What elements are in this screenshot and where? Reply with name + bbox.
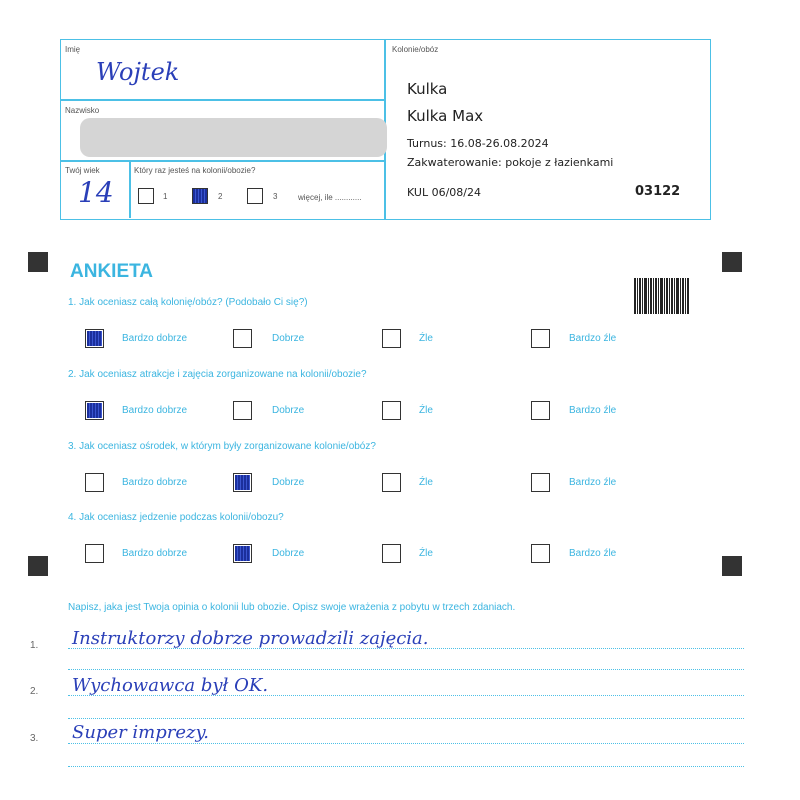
question-4-option-label: Dobrze xyxy=(272,548,305,559)
registration-marker-top-left xyxy=(28,252,48,272)
ktory-raz-label: Który raz jesteś na kolonii/obozie? xyxy=(134,166,256,175)
question-1-option-label: Źle xyxy=(419,333,433,344)
zakwaterowanie: Zakwaterowanie: pokoje z łazienkami xyxy=(407,156,614,169)
question-4-text: 4. Jak oceniasz jedzenie podczas kolonii/obozu? xyxy=(68,512,284,523)
question-2-option-label: Bardzo dobrze xyxy=(122,405,188,416)
question-1-option-label: Bardzo źle xyxy=(569,333,617,344)
ktory-raz-checkbox-2[interactable] xyxy=(192,188,208,204)
opinion-prompt: Napisz, jaka jest Twoja opinia o kolonii lub obozie. Opisz swoje wrażenia z pobytu w trzech zdaniach. xyxy=(68,602,516,613)
survey-title: ANKIETA xyxy=(70,261,154,282)
registration-marker-bottom-left xyxy=(28,556,48,576)
dotted-rule xyxy=(68,766,744,767)
ktory-raz-checkbox-1[interactable] xyxy=(138,188,154,204)
question-4-checkbox-3[interactable] xyxy=(382,544,401,563)
question-3-option-label: Źle xyxy=(419,477,433,488)
nazwisko-label: Nazwisko xyxy=(65,106,100,115)
question-2-checkbox-2[interactable] xyxy=(233,401,252,420)
question-2-checkbox-1[interactable] xyxy=(85,401,104,420)
turnus: Turnus: 16.08-26.08.2024 xyxy=(407,137,549,150)
header-divider-1 xyxy=(60,99,385,101)
question-2-checkbox-3[interactable] xyxy=(382,401,401,420)
question-2-option-label: Dobrze xyxy=(272,405,305,416)
dotted-rule xyxy=(68,648,744,649)
question-3-option-label: Bardzo dobrze xyxy=(122,477,188,488)
ktory-raz-option-more: więcej, ile ............ xyxy=(298,193,362,202)
dotted-rule xyxy=(68,669,744,670)
camp-name-max: Kulka Max xyxy=(407,107,484,125)
opinion-line-number: 3. xyxy=(30,733,39,744)
kolonie-label: Kolonie/obóz xyxy=(392,45,439,54)
question-3-text: 3. Jak oceniasz ośrodek, w którym były zorganizowane kolonie/obóz? xyxy=(68,441,376,452)
question-4-checkbox-1[interactable] xyxy=(85,544,104,563)
opinion-line-text[interactable]: Wychowawca był OK. xyxy=(72,675,269,696)
wiek-value[interactable]: 14 xyxy=(78,176,114,209)
opinion-line-text[interactable]: Instruktorzy dobrze prowadzili zajęcia. xyxy=(72,628,429,649)
ktory-raz-checkbox-3[interactable] xyxy=(247,188,263,204)
question-2-text: 2. Jak oceniasz atrakcje i zajęcia zorganizowane na kolonii/obozie? xyxy=(68,369,367,380)
question-1-checkbox-4[interactable] xyxy=(531,329,550,348)
question-1-checkbox-1[interactable] xyxy=(85,329,104,348)
question-4-option-label: Bardzo dobrze xyxy=(122,548,188,559)
question-1-text: 1. Jak oceniasz całą kolonię/obóz? (Podobało Ci się?) xyxy=(68,297,308,308)
registration-marker-bottom-right xyxy=(722,556,742,576)
question-1-option-label: Bardzo dobrze xyxy=(122,333,188,344)
ktory-raz-option-2: 2 xyxy=(218,192,223,201)
header-divider-2 xyxy=(60,160,385,162)
question-3-option-label: Bardzo źle xyxy=(569,477,617,488)
barcode-icon xyxy=(634,278,690,314)
question-3-checkbox-2[interactable] xyxy=(233,473,252,492)
question-4-option-label: Bardzo źle xyxy=(569,548,617,559)
ktory-raz-option-1: 1 xyxy=(163,192,168,201)
registration-marker-top-right xyxy=(722,252,742,272)
opinion-line-number: 1. xyxy=(30,640,39,651)
dotted-rule xyxy=(68,718,744,719)
question-3-checkbox-4[interactable] xyxy=(531,473,550,492)
wiek-label: Twój wiek xyxy=(65,166,100,175)
imie-label: Imię xyxy=(65,45,81,54)
camp-code: KUL 06/08/24 xyxy=(407,186,481,199)
ktory-raz-option-3: 3 xyxy=(273,192,278,201)
dotted-rule xyxy=(68,743,744,744)
question-4-option-label: Źle xyxy=(419,548,433,559)
camp-name: Kulka xyxy=(407,80,448,98)
opinion-line-text[interactable]: Super imprezy. xyxy=(72,722,210,743)
question-1-checkbox-2[interactable] xyxy=(233,329,252,348)
question-3-checkbox-3[interactable] xyxy=(382,473,401,492)
question-2-option-label: Bardzo źle xyxy=(569,405,617,416)
question-1-checkbox-3[interactable] xyxy=(382,329,401,348)
question-1-option-label: Dobrze xyxy=(272,333,305,344)
nazwisko-redacted xyxy=(80,118,387,157)
question-3-option-label: Dobrze xyxy=(272,477,305,488)
form-number: 03122 xyxy=(635,184,681,199)
dotted-rule xyxy=(68,695,744,696)
header-divider-3 xyxy=(129,160,131,218)
question-4-checkbox-2[interactable] xyxy=(233,544,252,563)
imie-value[interactable]: Wojtek xyxy=(96,58,180,86)
question-2-option-label: Źle xyxy=(419,405,433,416)
question-4-checkbox-4[interactable] xyxy=(531,544,550,563)
question-2-checkbox-4[interactable] xyxy=(531,401,550,420)
question-3-checkbox-1[interactable] xyxy=(85,473,104,492)
opinion-line-number: 2. xyxy=(30,686,39,697)
